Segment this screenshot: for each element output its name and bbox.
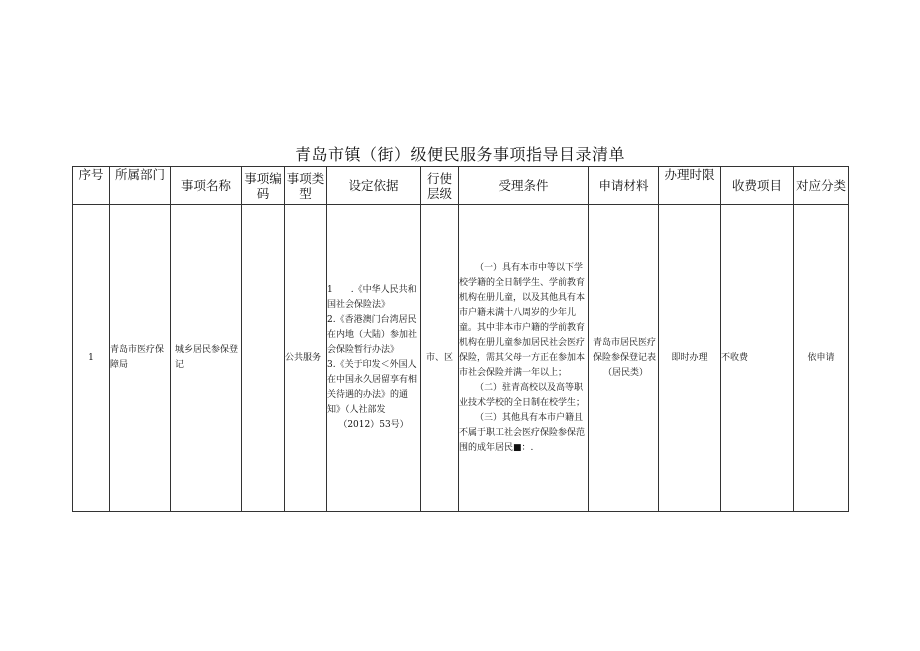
header-fee: 收费项目 bbox=[721, 167, 794, 205]
header-level: 行使层级 bbox=[421, 167, 459, 205]
header-category: 对应分类 bbox=[794, 167, 849, 205]
cell-category: 依申请 bbox=[794, 205, 849, 512]
cell-basis bbox=[327, 205, 421, 512]
header-conditions: 受理条件 bbox=[459, 167, 589, 205]
basis-item-1: 1 .《中华人民共和国社会保险法》 bbox=[327, 285, 417, 310]
header-basis: 设定依据 bbox=[327, 167, 421, 205]
cell-time-limit: 即时办理 bbox=[659, 205, 721, 512]
materials-note: （居民类） bbox=[602, 367, 648, 378]
table-header-row bbox=[73, 167, 849, 205]
basis-item-3: 3.《关于印发＜外国人在中国永久居留享有相关待遇的办法》的通知》（人社部发 bbox=[327, 360, 418, 415]
cell-code bbox=[242, 205, 285, 512]
condition-item-1: （一）具有本市中等以下学校学籍的全日制学生、学前教育机构在册儿童，以及其他具有本市户籍未满十八周岁的少年儿童。其中非本市户籍的学前教育机构在册儿童参加居民社会医疗保险，需其父母一方正在参加本市社会保险并满一年以上； bbox=[459, 262, 586, 378]
service-catalog-table bbox=[72, 166, 849, 512]
cell-fee: 不收费 bbox=[721, 205, 794, 512]
condition-item-2: （二）驻青高校以及高等职业技术学校的全日制在校学生； bbox=[459, 382, 586, 408]
header-seq: 序号 bbox=[73, 167, 110, 205]
cell-name: 城乡居民参保登记 bbox=[171, 205, 242, 512]
cell-level: 市、区 bbox=[421, 205, 459, 512]
cell-type: 公共服务 bbox=[285, 205, 327, 512]
table-row bbox=[73, 205, 849, 512]
cell-dept: 青岛市医疗保障局 bbox=[110, 205, 171, 512]
basis-item-2: 2.《香港澳门台湾居民在内地（大陆）参加社会保险暂行办法》 bbox=[327, 315, 418, 355]
page-title: 青岛市镇（街）级便民服务事项指导目录清单 bbox=[294, 145, 625, 164]
header-materials: 申请材料 bbox=[589, 167, 659, 205]
header-time-limit: 办理时限 bbox=[659, 167, 721, 205]
cell-seq: 1 bbox=[73, 205, 110, 512]
header-name: 事项名称 bbox=[171, 167, 242, 205]
header-dept: 所属部门 bbox=[110, 167, 171, 205]
condition-item-3: （三）其他具有本市户籍且不属于职工社会医疗保险参保范围的成年居民■：. bbox=[459, 412, 586, 453]
header-type: 事项类型 bbox=[285, 167, 327, 205]
materials-text: 青岛市居民医疗保险参保登记表 bbox=[593, 337, 657, 363]
cell-materials bbox=[589, 205, 659, 512]
basis-item-4: （2012）53号） bbox=[338, 420, 409, 430]
header-code: 事项编码 bbox=[242, 167, 285, 205]
cell-conditions bbox=[459, 205, 589, 512]
